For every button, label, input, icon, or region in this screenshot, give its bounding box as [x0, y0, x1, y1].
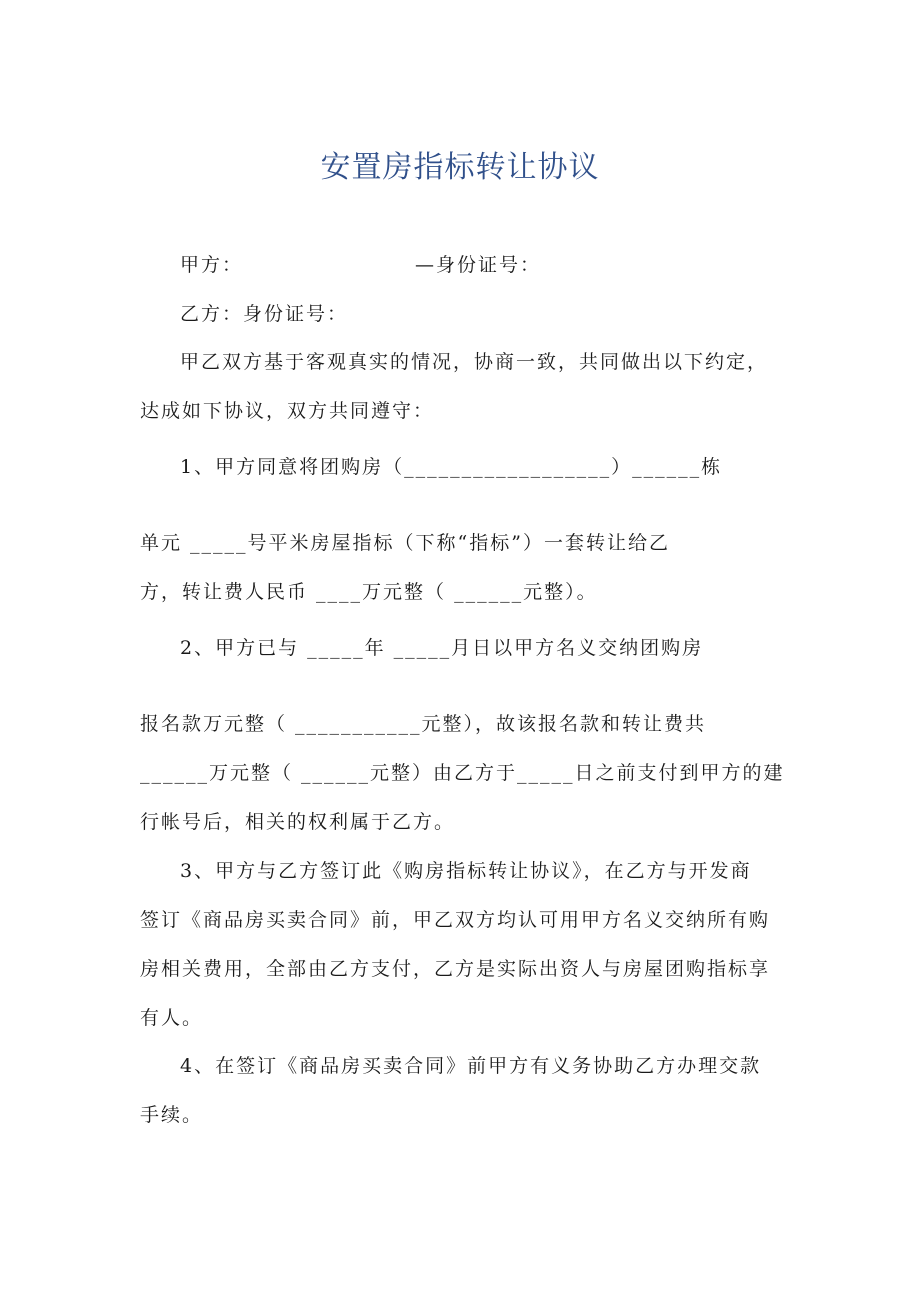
clause-3-line-4: 有人。: [140, 1007, 204, 1029]
clause-2-line-1: 2、甲方已与 _____年 _____月日以甲方名义交纳团购房: [180, 637, 704, 659]
intro-line-1: 甲乙双方基于客观真实的情况，协商一致，共同做出以下约定，: [180, 351, 769, 373]
clause-2-line-2: 报名款万元整（ ___________元整），故该报名款和转让费共: [140, 713, 707, 735]
intro-line-2: 达成如下协议，双方共同遵守：: [140, 400, 435, 422]
clause-1-line-2: 单元 _____号平米房屋指标（下称“指标”）一套转让给乙: [140, 532, 670, 554]
party-a-id-label: —身份证号：: [415, 254, 542, 276]
clause-4-line-1: 4、在签订《商品房买卖合同》前甲方有义务协助乙方办理交款: [180, 1055, 762, 1077]
document-title: 安置房指标转让协议: [320, 150, 600, 185]
clause-4-line-2: 手续。: [140, 1104, 204, 1126]
clause-1-line-1: 1、甲方同意将团购房（__________________）______栋: [180, 456, 723, 478]
clause-2-line-4: 行帐号后，相关的权利属于乙方。: [140, 811, 456, 833]
party-a-label: 甲方：: [180, 254, 244, 276]
clause-1-line-3: 方，转让费人民币 ____万元整（ ______元整）。: [140, 581, 598, 603]
clause-2-line-3: ______万元整（ ______元整）由乙方于_____日之前支付到甲方的建: [140, 762, 785, 784]
clause-3-line-3: 房相关费用，全部由乙方支付，乙方是实际出资人与房屋团购指标享: [140, 958, 771, 980]
clause-3-line-2: 签订《商品房买卖合同》前，甲乙双方均认可用甲方名义交纳所有购: [140, 909, 771, 931]
clause-3-line-1: 3、甲方与乙方签订此《购房指标转让协议》，在乙方与开发商: [180, 860, 752, 882]
party-b-line: 乙方：身份证号：: [180, 303, 349, 325]
